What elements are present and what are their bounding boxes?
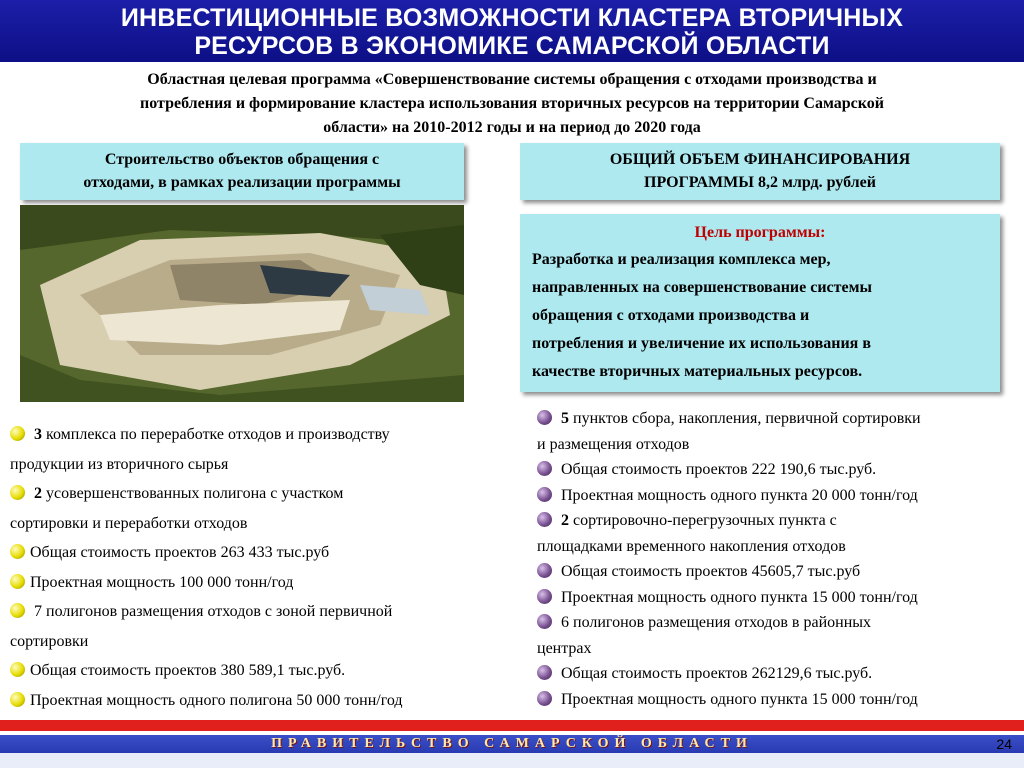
- item-text: Проектная мощность одного пункта 15 000 тонн/год: [561, 588, 918, 606]
- yellow-bullet-icon: [10, 485, 25, 500]
- construction-line-2: отходами, в рамках реализации программы: [83, 174, 401, 191]
- yellow-bullet-icon: [10, 692, 25, 707]
- item-text: Общая стоимость проектов 222 190,6 тыс.руб.: [561, 461, 877, 478]
- list-item-cont: центрах: [537, 639, 592, 657]
- left-facilities-list: [10, 420, 500, 715]
- purple-bullet-icon: [537, 691, 552, 706]
- list-item: [10, 656, 500, 686]
- purple-bullet-icon: [537, 614, 552, 629]
- purple-bullet-icon: [537, 487, 552, 502]
- item-text: 7 полигонов размещения отходов с зоной первичной: [34, 603, 393, 620]
- item-text: Проектная мощность одного пункта 15 000 тонн/год: [561, 690, 918, 708]
- list-item: [10, 568, 500, 598]
- subtitle-line-3: области» на 2010-2012 годы и на период до 2020 года: [323, 119, 701, 136]
- slide-title: [0, 0, 1024, 62]
- item-text: сортировочно-перегрузочных пункта с: [573, 512, 837, 529]
- list-item-cont: и размещения отходов: [537, 435, 690, 453]
- item-text: Проектная мощность одного пункта 20 000 тонн/год: [561, 486, 918, 504]
- item-number: 3: [34, 426, 42, 443]
- goal-line-1: Разработка и реализация комплекса мер,: [532, 251, 831, 268]
- item-text: 6 полигонов размещения отходов в районных: [561, 614, 872, 631]
- financing-line-1: ОБЩИЙ ОБЪЕМ ФИНАНСИРОВАНИЯ: [609, 151, 911, 168]
- item-text: Проектная мощность одного полигона 50 000 тонн/год: [30, 691, 403, 709]
- program-subtitle: [30, 68, 994, 140]
- purple-bullet-icon: [537, 461, 552, 476]
- list-item-cont: сортировки: [10, 632, 89, 650]
- list-item: [537, 483, 1017, 509]
- item-text: Общая стоимость проектов 263 433 тыс.руб: [30, 544, 330, 561]
- list-item: [10, 420, 500, 450]
- item-number: 5: [561, 410, 569, 427]
- purple-bullet-icon: [537, 589, 552, 604]
- program-goal-box: [520, 214, 1000, 392]
- yellow-bullet-icon: [10, 544, 25, 559]
- list-item: [537, 610, 1017, 636]
- yellow-bullet-icon: [10, 603, 25, 618]
- list-item: [537, 457, 1017, 483]
- list-item-cont: продукции из вторичного сырья: [10, 455, 229, 473]
- list-item: [537, 687, 1017, 713]
- item-text: усовершенствованных полигона с участком: [46, 485, 344, 502]
- title-line-1: ИНВЕСТИЦИОННЫЕ ВОЗМОЖНОСТИ КЛАСТЕРА ВТОРИЧНЫХ: [120, 4, 904, 32]
- item-text: комплекса по переработке отходов и производству: [46, 426, 390, 443]
- list-item: [10, 686, 500, 716]
- footer-band: [0, 753, 1024, 768]
- goal-line-3: обращения с отходами производства и: [532, 307, 810, 324]
- goal-line-2: направленных на совершенствование системы: [532, 279, 872, 296]
- item-text: Общая стоимость проектов 262129,6 тыс.руб.: [561, 665, 873, 682]
- purple-bullet-icon: [537, 512, 552, 527]
- yellow-bullet-icon: [10, 426, 25, 441]
- landfill-aerial-photo: [20, 205, 464, 402]
- item-text: Общая стоимость проектов 380 589,1 тыс.руб.: [30, 662, 346, 679]
- subtitle-line-1: Областная целевая программа «Совершенствование системы обращения с отходами производства и: [147, 71, 877, 88]
- list-item: [537, 661, 1017, 687]
- goal-line-4: потребления и увеличение их использования в: [532, 335, 871, 352]
- item-text: Проектная мощность 100 000 тонн/год: [30, 573, 294, 591]
- title-line-2: РЕСУРСОВ В ЭКОНОМИКЕ САМАРСКОЙ ОБЛАСТИ: [194, 32, 830, 60]
- construction-heading-box: [20, 143, 464, 200]
- list-item: [537, 406, 1017, 432]
- purple-bullet-icon: [537, 410, 552, 425]
- right-facilities-list: [537, 406, 1017, 712]
- yellow-bullet-icon: [10, 574, 25, 589]
- purple-bullet-icon: [537, 665, 552, 680]
- list-item: [10, 479, 500, 509]
- subtitle-line-2: потребления и формирование кластера использования вторичных ресурсов на территории Самарской: [140, 95, 884, 112]
- construction-line-1: Строительство объектов обращения с: [104, 151, 380, 168]
- footer-government-text: ПРАВИТЕЛЬСТВО САМАРСКОЙ ОБЛАСТИ: [271, 736, 753, 751]
- item-text: пунктов сбора, накопления, первичной сортировки: [573, 410, 921, 427]
- list-item: [537, 585, 1017, 611]
- financing-line-2: ПРОГРАММЫ 8,2 млрд. рублей: [644, 174, 876, 191]
- purple-bullet-icon: [537, 563, 552, 578]
- flag-stripe-red: [0, 720, 1024, 731]
- list-item-cont: площадками временного накопления отходов: [537, 537, 846, 555]
- list-item: [537, 508, 1017, 534]
- list-item-cont: сортировки и переработки отходов: [10, 514, 248, 532]
- goal-title: Цель программы:: [694, 224, 826, 241]
- item-number: 2: [34, 485, 42, 502]
- goal-line-5: качестве вторичных материальных ресурсов.: [532, 363, 863, 380]
- financing-box: [520, 143, 1000, 200]
- item-text: Общая стоимость проектов 45605,7 тыс.руб: [561, 563, 861, 580]
- list-item: [537, 559, 1017, 585]
- list-item: [10, 597, 500, 627]
- page-number: 24: [996, 736, 1012, 752]
- list-item: [10, 538, 500, 568]
- item-number: 2: [561, 512, 569, 529]
- yellow-bullet-icon: [10, 662, 25, 677]
